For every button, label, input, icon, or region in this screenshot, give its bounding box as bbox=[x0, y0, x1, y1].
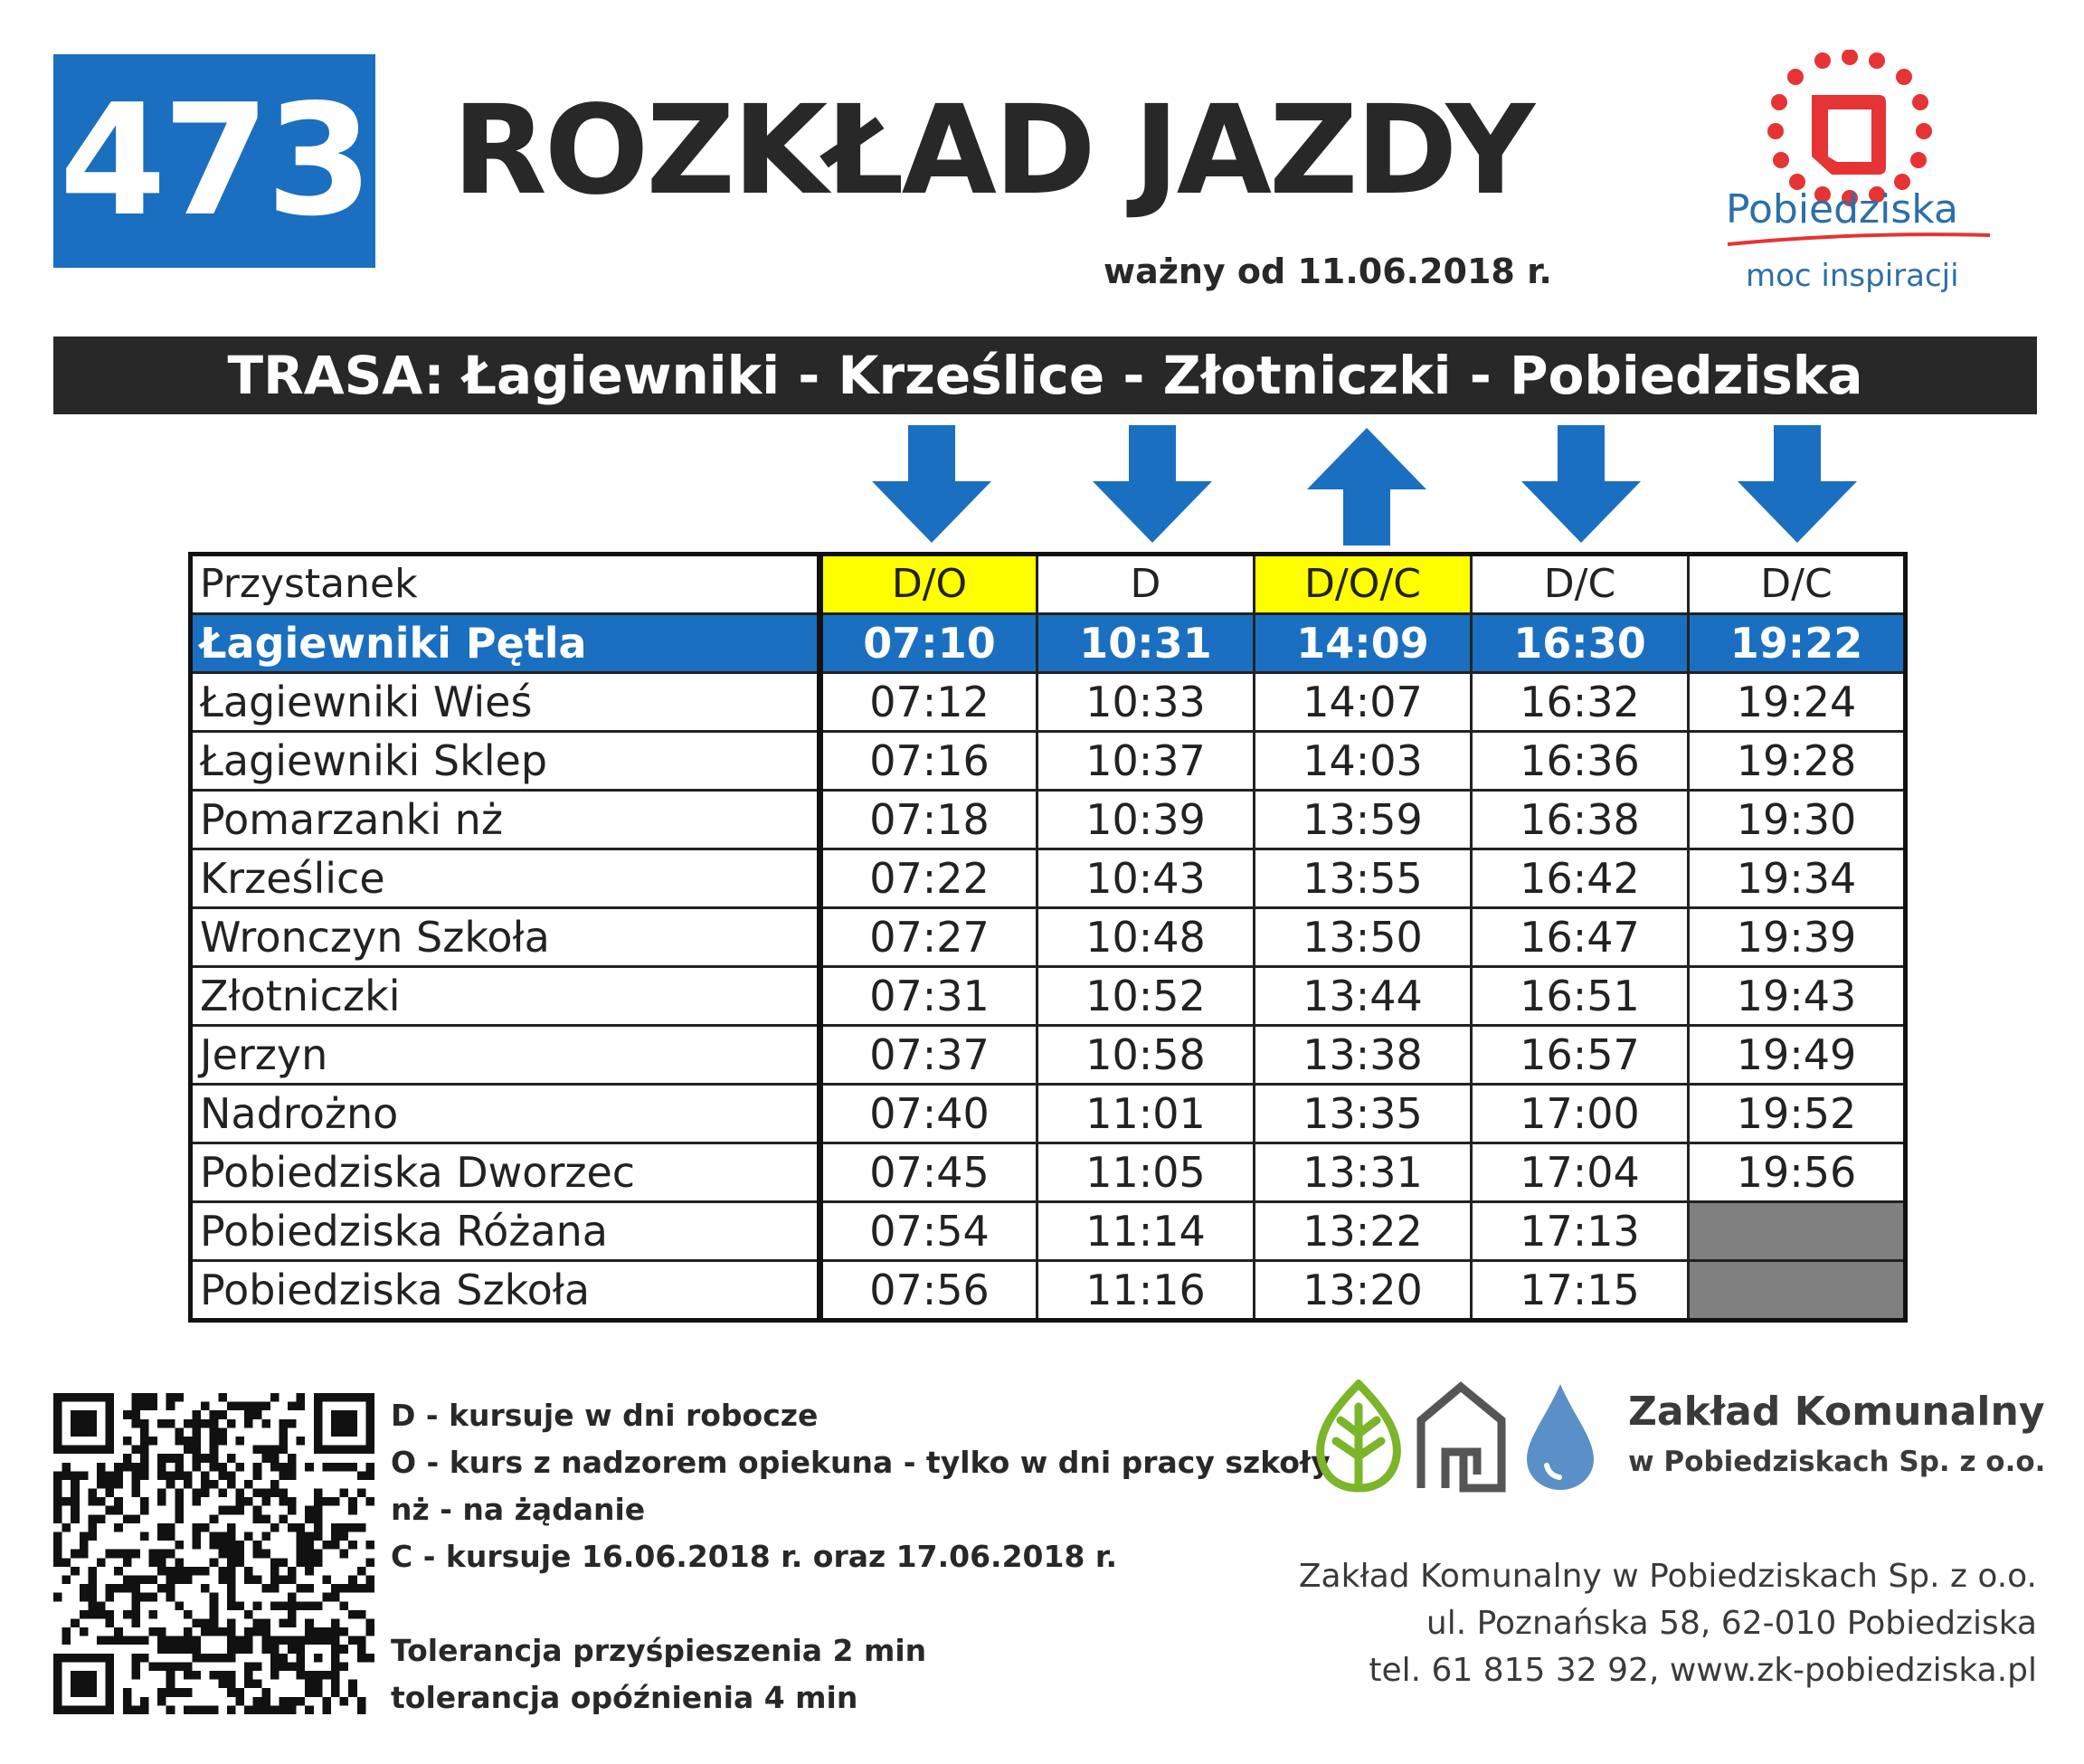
legend-o: O - kurs z nadzorem opiekuna - tylko w dni pracy szkoły bbox=[391, 1445, 1331, 1480]
departure-time: 07:56 bbox=[820, 1261, 1037, 1321]
departure-time: 13:55 bbox=[1255, 849, 1472, 908]
stop-name: Pomarzanki nż bbox=[191, 791, 820, 849]
departure-time: 07:16 bbox=[820, 732, 1037, 791]
departure-time: 13:50 bbox=[1255, 908, 1472, 967]
departure-time: 10:31 bbox=[1037, 614, 1255, 673]
timetable bbox=[188, 552, 1908, 1323]
departure-time: 16:51 bbox=[1472, 967, 1689, 1026]
departure-time: 16:36 bbox=[1472, 732, 1689, 791]
table-row bbox=[191, 1085, 1906, 1143]
legend-d: D - kursuje w dni robocze bbox=[391, 1398, 819, 1433]
departure-time: 07:40 bbox=[820, 1085, 1037, 1143]
departure-time: 07:45 bbox=[820, 1143, 1037, 1202]
table-row bbox=[191, 849, 1906, 908]
departure-time: 11:14 bbox=[1037, 1202, 1255, 1261]
company-name: Zakład Komunalny bbox=[1628, 1389, 2045, 1435]
departure-time: 19:52 bbox=[1689, 1085, 1906, 1143]
departure-time: 13:59 bbox=[1255, 791, 1472, 849]
stop-name: Złotniczki bbox=[191, 967, 820, 1026]
table-row bbox=[191, 1143, 1906, 1202]
departure-time: 07:37 bbox=[820, 1026, 1037, 1085]
departure-time: 07:27 bbox=[820, 908, 1037, 967]
stop-name: Wronczyn Szkoła bbox=[191, 908, 820, 967]
leaf-icon bbox=[1313, 1380, 1404, 1493]
departure-time: 13:44 bbox=[1255, 967, 1472, 1026]
stop-name: Pobiedziska Dworzec bbox=[191, 1143, 820, 1202]
departure-time: 10:43 bbox=[1037, 849, 1255, 908]
logo-swoosh bbox=[1723, 224, 1994, 251]
departure-time: 10:37 bbox=[1037, 732, 1255, 791]
departure-time: 16:42 bbox=[1472, 849, 1689, 908]
departure-time: 10:39 bbox=[1037, 791, 1255, 849]
stop-name: Pobiedziska Szkoła bbox=[191, 1261, 820, 1321]
departure-time: 19:49 bbox=[1689, 1026, 1906, 1085]
table-row bbox=[191, 967, 1906, 1026]
departure-time: 19:56 bbox=[1689, 1143, 1906, 1202]
stop-name: Łagiewniki Wieś bbox=[191, 673, 820, 732]
table-row bbox=[191, 1026, 1906, 1085]
logo-name: Pobiedziska bbox=[1726, 186, 1958, 232]
table-row bbox=[191, 1202, 1906, 1261]
departure-time: 11:16 bbox=[1037, 1261, 1255, 1321]
table-header-row bbox=[191, 555, 1906, 614]
arrow-down-icon bbox=[1518, 425, 1644, 543]
table-row bbox=[191, 673, 1906, 732]
stop-name: Łagiewniki Sklep bbox=[191, 732, 820, 791]
departure-time: 13:22 bbox=[1255, 1202, 1472, 1261]
departure-time: 07:18 bbox=[820, 791, 1037, 849]
departure-time: 13:35 bbox=[1255, 1085, 1472, 1143]
departure-time: 10:58 bbox=[1037, 1026, 1255, 1085]
departure-time: 19:34 bbox=[1689, 849, 1906, 908]
course-column-header: D bbox=[1037, 555, 1255, 614]
departure-time: 10:52 bbox=[1037, 967, 1255, 1026]
departure-time: 16:32 bbox=[1472, 673, 1689, 732]
departure-time: 07:22 bbox=[820, 849, 1037, 908]
table-row bbox=[191, 732, 1906, 791]
route-banner: TRASA: Łagiewniki - Krześlice - Złotniczki - Pobiedziska bbox=[53, 337, 2037, 414]
departure-time: 16:47 bbox=[1472, 908, 1689, 967]
arrow-down-icon bbox=[1089, 425, 1216, 543]
valid-from-date: ważny od 11.06.2018 r. bbox=[1104, 251, 1552, 291]
company-address-line2: ul. Poznańska 58, 62-010 Pobiedziska bbox=[1426, 1605, 2037, 1642]
departure-time: 19:30 bbox=[1689, 791, 1906, 849]
departure-time: 10:48 bbox=[1037, 908, 1255, 967]
course-column-header: D/C bbox=[1689, 555, 1906, 614]
departure-time: 07:12 bbox=[820, 673, 1037, 732]
departure-time: 10:33 bbox=[1037, 673, 1255, 732]
company-contact: tel. 61 815 32 92, www.zk-pobiedziska.pl bbox=[1369, 1652, 2037, 1689]
departure-time: 14:09 bbox=[1255, 614, 1472, 673]
tolerance-late: tolerancja opóźnienia 4 min bbox=[391, 1680, 858, 1715]
departure-time: 11:01 bbox=[1037, 1085, 1255, 1143]
departure-time: 13:38 bbox=[1255, 1026, 1472, 1085]
course-column-header: D/O/C bbox=[1255, 555, 1472, 614]
qr-code bbox=[53, 1393, 374, 1714]
stop-name: Łagiewniki Pętla bbox=[191, 614, 820, 673]
route-number-badge: 473 bbox=[53, 54, 375, 268]
table-row bbox=[191, 791, 1906, 849]
arrow-up-icon bbox=[1303, 428, 1430, 545]
stop-name: Jerzyn bbox=[191, 1026, 820, 1085]
tolerance-early: Tolerancja przyśpieszenia 2 min bbox=[391, 1633, 927, 1668]
table-row bbox=[191, 1261, 1906, 1321]
legend-c: C - kursuje 16.06.2018 r. oraz 17.06.2018 r. bbox=[391, 1539, 1118, 1574]
departure-time: 17:04 bbox=[1472, 1143, 1689, 1202]
company-address-line1: Zakład Komunalny w Pobiedziskach Sp. z o.o. bbox=[1298, 1558, 2037, 1595]
page-title: ROZKŁAD JAZDY bbox=[452, 80, 1533, 223]
departure-time: 07:31 bbox=[820, 967, 1037, 1026]
table-row bbox=[191, 614, 1906, 673]
table-row bbox=[191, 908, 1906, 967]
departure-time: 07:10 bbox=[820, 614, 1037, 673]
departure-time: 07:54 bbox=[820, 1202, 1037, 1261]
course-column-header: D/O bbox=[820, 555, 1037, 614]
water-drop-icon bbox=[1520, 1380, 1601, 1493]
stop-name: Nadrożno bbox=[191, 1085, 820, 1143]
departure-time: 19:22 bbox=[1689, 614, 1906, 673]
departure-time: 19:28 bbox=[1689, 732, 1906, 791]
departure-time: 16:57 bbox=[1472, 1026, 1689, 1085]
stop-name: Krześlice bbox=[191, 849, 820, 908]
departure-time: 17:00 bbox=[1472, 1085, 1689, 1143]
departure-time: 11:05 bbox=[1037, 1143, 1255, 1202]
departure-time: 17:13 bbox=[1472, 1202, 1689, 1261]
stop-name: Pobiedziska Różana bbox=[191, 1202, 820, 1261]
departure-time: 17:15 bbox=[1472, 1261, 1689, 1321]
departure-time: 16:30 bbox=[1472, 614, 1689, 673]
logo-tagline: moc inspiracji bbox=[1746, 258, 1959, 294]
course-column-header: D/C bbox=[1472, 555, 1689, 614]
no-service-cell bbox=[1689, 1202, 1906, 1261]
arrow-down-icon bbox=[868, 425, 995, 543]
no-service-cell bbox=[1689, 1261, 1906, 1321]
stop-column-header: Przystanek bbox=[191, 555, 820, 614]
departure-time: 16:38 bbox=[1472, 791, 1689, 849]
departure-time: 13:20 bbox=[1255, 1261, 1472, 1321]
departure-time: 19:43 bbox=[1689, 967, 1906, 1026]
arrow-down-icon bbox=[1734, 425, 1861, 543]
departure-time: 14:07 bbox=[1255, 673, 1472, 732]
departure-time: 14:03 bbox=[1255, 732, 1472, 791]
departure-time: 13:31 bbox=[1255, 1143, 1472, 1202]
company-subtitle: w Pobiedziskach Sp. z o.o. bbox=[1628, 1446, 2046, 1478]
departure-time: 19:24 bbox=[1689, 673, 1906, 732]
legend-nz: nż - na żądanie bbox=[391, 1492, 646, 1527]
house-icon bbox=[1414, 1380, 1509, 1493]
departure-time: 19:39 bbox=[1689, 908, 1906, 967]
